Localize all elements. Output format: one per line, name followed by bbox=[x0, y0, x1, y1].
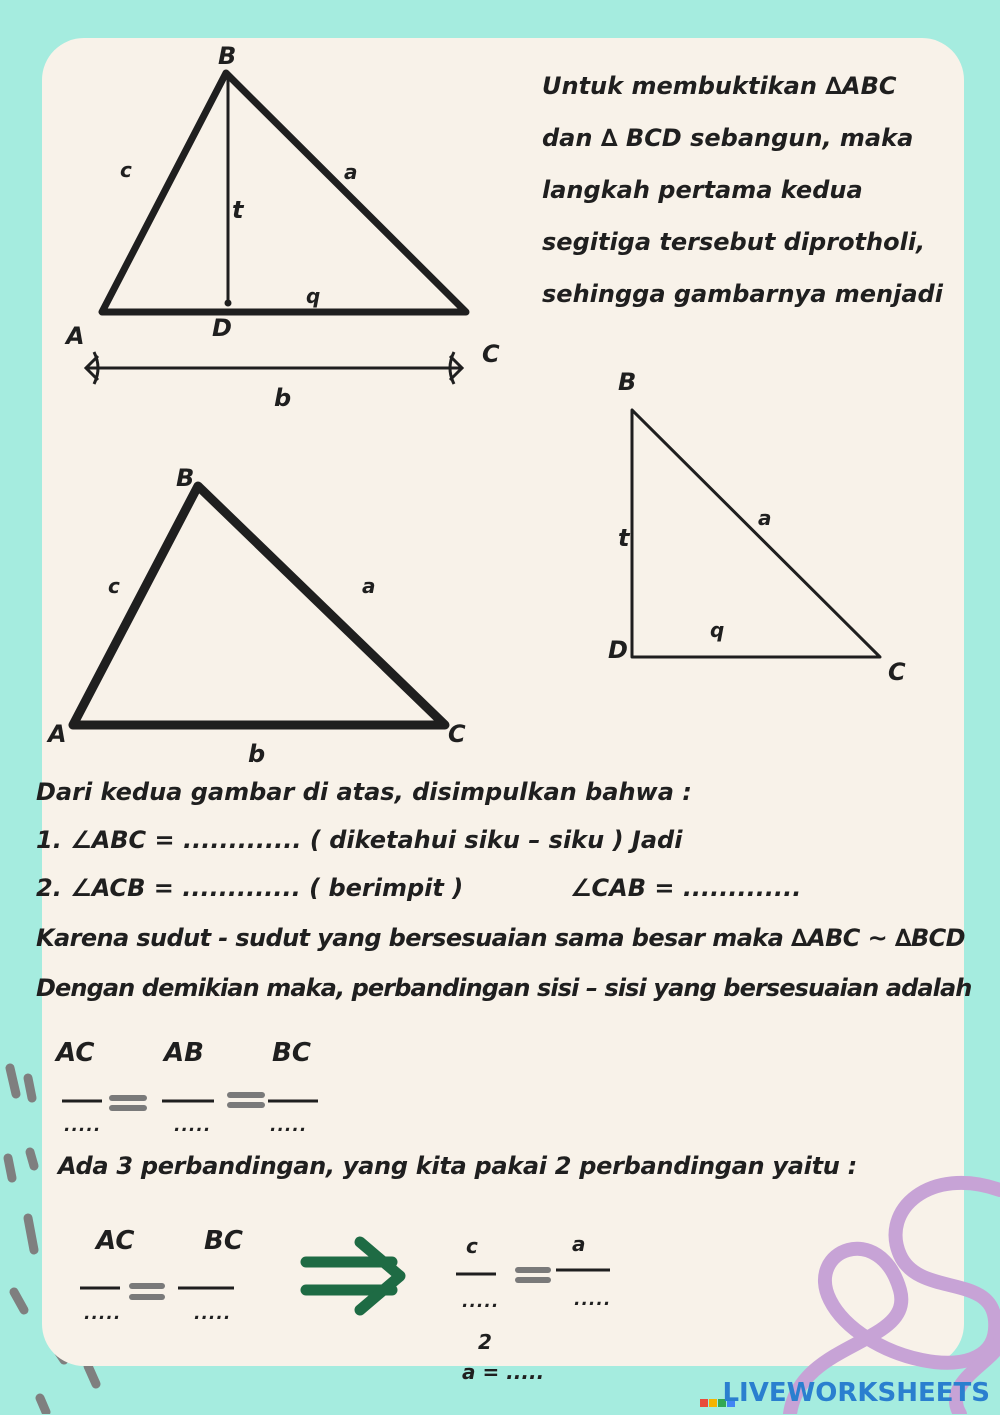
fig1-side-c: c bbox=[120, 158, 132, 182]
ratio-blank-1[interactable]: ..... bbox=[64, 1116, 102, 1136]
figure1-triangle bbox=[102, 73, 466, 312]
intro-line: segitiga tersebut diprotholi, bbox=[542, 228, 926, 256]
step-numerator-ac: AC bbox=[96, 1226, 135, 1256]
intro-line: Untuk membuktikan ∆ABC bbox=[542, 72, 897, 100]
similarity-statement: Karena sudut - sudut yang bersesuaian sama besar maka ∆ABC ~ ∆BCD bbox=[36, 924, 965, 952]
ratio-blank-3[interactable]: ..... bbox=[270, 1116, 308, 1136]
liveworksheets-logo bbox=[700, 1378, 990, 1408]
step-blank-1[interactable]: ..... bbox=[84, 1304, 122, 1324]
liveworksheets-logo-icon bbox=[700, 1385, 718, 1403]
point-d bbox=[225, 300, 231, 306]
conclusion-item-2b: ∠CAB = ............. bbox=[570, 874, 802, 902]
conclusion-heading: Dari kedua gambar di atas, disimpulkan bahwa : bbox=[36, 778, 692, 806]
fig2-side-a: a bbox=[362, 574, 376, 598]
ratio-numerator-ac: AC bbox=[56, 1038, 95, 1068]
triangle-abc-2 bbox=[73, 486, 445, 725]
fig2-vertex-b: B bbox=[176, 464, 195, 492]
fig1-side-t: t bbox=[232, 196, 244, 224]
fig1-vertex-a: A bbox=[66, 322, 85, 350]
exponent-2: 2 bbox=[478, 1330, 492, 1354]
fig1-side-b: b bbox=[274, 384, 292, 412]
intro-line: dan ∆ BCD sebangun, maka bbox=[542, 124, 914, 152]
fig3-vertex-c: C bbox=[888, 658, 906, 686]
intro-paragraph bbox=[542, 60, 943, 320]
ratio-blank-2[interactable]: ..... bbox=[174, 1116, 212, 1136]
fig3-vertex-b: B bbox=[618, 368, 637, 396]
final-equation[interactable]: a = ..... bbox=[462, 1360, 545, 1384]
step-text: Ada 3 perbandingan, yang kita pakai 2 perbandingan yaitu : bbox=[58, 1152, 857, 1180]
fig2-side-b: b bbox=[248, 740, 266, 768]
intro-line: sehingga gambarnya menjadi bbox=[542, 280, 943, 308]
result-blank-1[interactable]: ..... bbox=[462, 1292, 500, 1312]
step-blank-2[interactable]: ..... bbox=[194, 1304, 232, 1324]
fig1-vertex-b: B bbox=[218, 42, 237, 70]
fig2-vertex-c: C bbox=[448, 720, 466, 748]
logo-text: LIVEWORKSHEETS bbox=[722, 1378, 990, 1408]
fig1-vertex-c: C bbox=[482, 340, 500, 368]
result-numerator-a: a bbox=[572, 1232, 586, 1256]
fig1-side-a: a bbox=[344, 160, 358, 184]
fig1-side-q: q bbox=[306, 284, 321, 308]
fig2-vertex-a: A bbox=[48, 720, 67, 748]
ratio-intro: Dengan demikian maka, perbandingan sisi – sisi yang bersesuaian adalah bbox=[36, 974, 972, 1002]
dimension-b bbox=[86, 352, 462, 384]
intro-line: langkah pertama kedua bbox=[542, 176, 863, 204]
fig3-vertex-d: D bbox=[608, 636, 628, 664]
implies-arrow-icon bbox=[306, 1242, 400, 1310]
fig3-side-t: t bbox=[618, 524, 630, 552]
conclusion-item-1: 1. ∠ABC = ............. ( diketahui siku – siku ) Jadi bbox=[36, 826, 683, 854]
fig3-side-q: q bbox=[710, 618, 725, 642]
result-numerator-c: c bbox=[466, 1234, 478, 1258]
conclusion-item-2: 2. ∠ACB = ............. ( berimpit ) bbox=[36, 874, 464, 902]
triangle-bcd bbox=[632, 410, 880, 657]
step-numerator-bc: BC bbox=[204, 1226, 243, 1256]
fig1-vertex-d: D bbox=[212, 314, 232, 342]
fig2-side-c: c bbox=[108, 574, 120, 598]
triangle-abc-1 bbox=[102, 73, 466, 312]
ratio-numerator-bc: BC bbox=[272, 1038, 311, 1068]
fig3-side-a: a bbox=[758, 506, 772, 530]
result-blank-2[interactable]: ..... bbox=[574, 1290, 612, 1310]
ratio-numerator-ab: AB bbox=[164, 1038, 204, 1068]
